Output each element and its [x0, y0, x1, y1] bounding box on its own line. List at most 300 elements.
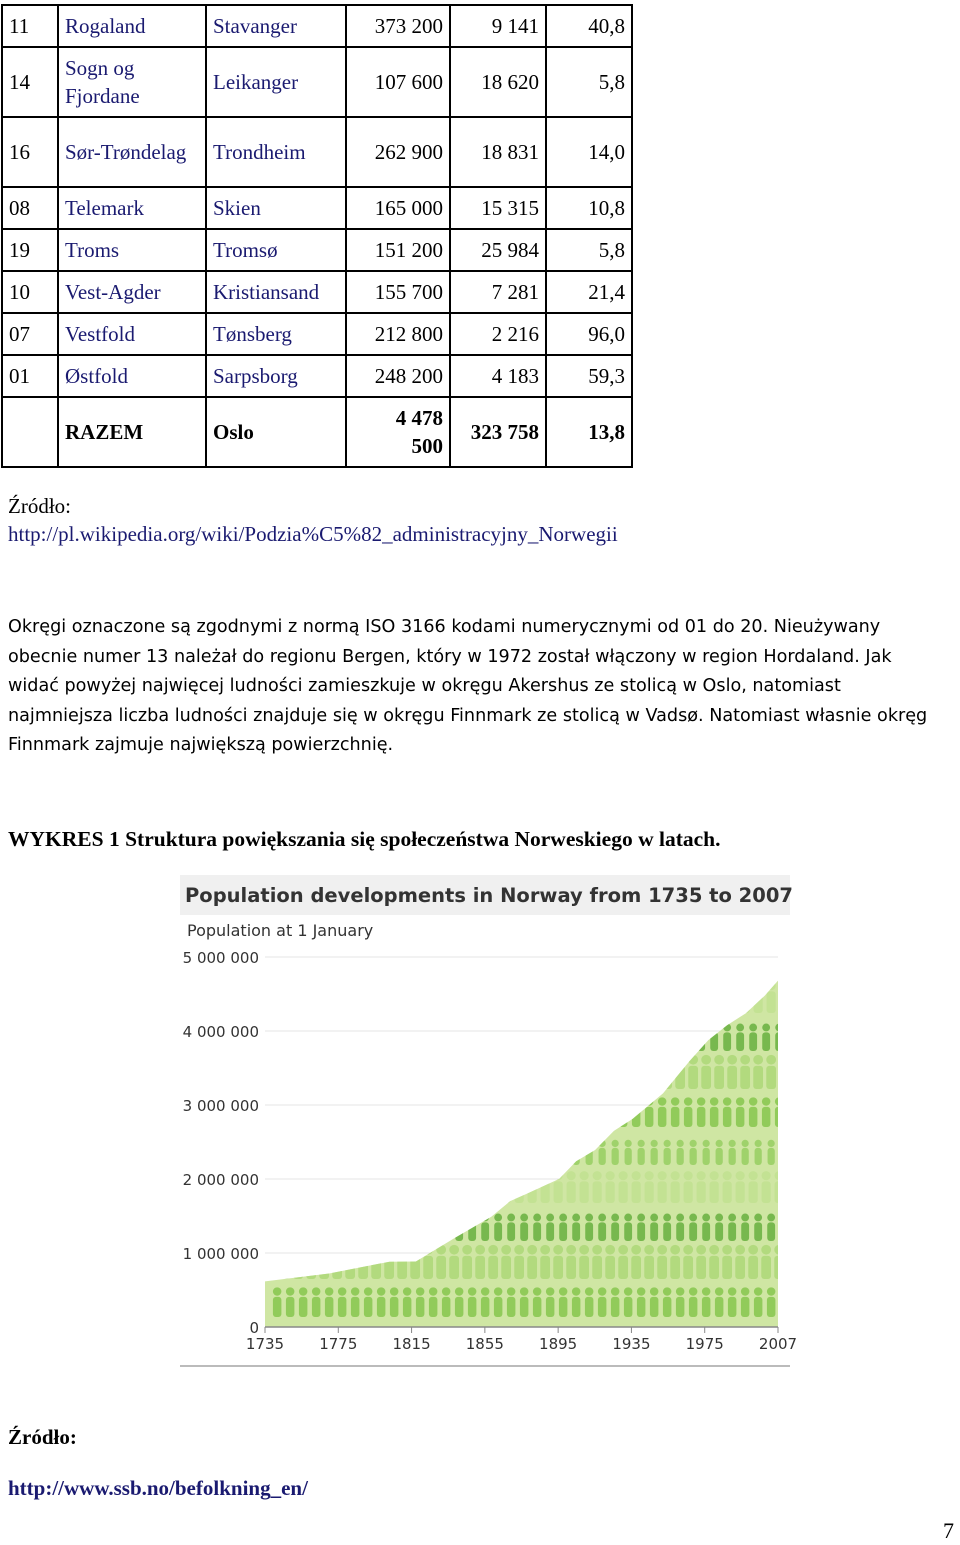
person-head	[585, 1214, 593, 1222]
person-body	[690, 1148, 697, 1165]
person-body	[624, 991, 633, 1013]
county-code-cell: 08	[2, 187, 58, 229]
person-head	[411, 1024, 419, 1032]
person-body	[338, 1222, 346, 1241]
person-body	[645, 1032, 653, 1051]
person-body	[698, 958, 705, 975]
person-body	[358, 1256, 368, 1279]
person-head	[677, 1140, 684, 1147]
person-head	[286, 1287, 294, 1295]
person-head	[398, 1024, 406, 1032]
person-body	[338, 1297, 346, 1317]
person-head	[741, 981, 750, 990]
person-body	[623, 1066, 633, 1089]
person-head	[325, 1287, 333, 1295]
person-body	[507, 1297, 515, 1317]
person-body	[281, 1181, 290, 1203]
person-head	[481, 981, 490, 990]
person-head	[503, 950, 510, 957]
person-head	[287, 1140, 294, 1147]
person-body	[723, 1107, 731, 1127]
person-body	[326, 1148, 333, 1165]
person-head	[494, 1214, 502, 1222]
person-head	[636, 1055, 646, 1065]
person-head	[274, 1140, 281, 1147]
person-body	[766, 1066, 776, 1089]
person-head	[645, 1024, 653, 1032]
source-label-1: Źródło:	[8, 494, 71, 518]
person-head	[338, 981, 347, 990]
person-head	[728, 1214, 736, 1222]
person-head	[676, 1287, 684, 1295]
person-head	[714, 1055, 724, 1065]
area-cell: 18 831	[450, 117, 546, 187]
person-head	[619, 1171, 628, 1180]
person-head	[754, 981, 763, 990]
person-head	[438, 950, 445, 957]
chart-y-tick-label: 4 000 000	[182, 1023, 259, 1041]
person-body	[662, 1066, 672, 1089]
chart-x-tick-label: 1775	[319, 1335, 358, 1353]
person-body	[735, 1256, 745, 1279]
person-head	[273, 1214, 281, 1222]
person-head	[702, 981, 711, 990]
person-head	[762, 1097, 770, 1105]
person-body	[429, 1297, 437, 1317]
person-body	[337, 1066, 347, 1089]
person-body	[495, 1148, 502, 1165]
person-head	[737, 950, 744, 957]
person-body	[268, 1181, 277, 1203]
person-body	[411, 1032, 419, 1051]
person-body	[454, 1066, 464, 1089]
chart-title: Population developments in Norway from 1735 to 2007	[185, 884, 793, 907]
person-head	[584, 1055, 594, 1065]
county-code-cell: 19	[2, 229, 58, 271]
person-head	[476, 1024, 484, 1032]
person-head	[568, 950, 575, 957]
total-population-cell	[346, 397, 450, 467]
capital-cell: Skien	[206, 187, 346, 229]
person-body	[684, 1032, 692, 1051]
person-body	[755, 1148, 762, 1165]
person-body	[519, 1066, 529, 1089]
source-link-1[interactable]: http://pl.wikipedia.org/wiki/Podzia%C5%82_administracyjny_Norwegii	[8, 522, 618, 546]
person-body	[554, 1181, 563, 1203]
person-head	[650, 1214, 658, 1222]
person-body	[775, 1032, 783, 1051]
area-cell: 2 216	[450, 313, 546, 355]
person-head	[598, 1287, 606, 1295]
person-head	[586, 1140, 593, 1147]
table-row	[2, 5, 632, 47]
person-body	[364, 1222, 372, 1241]
person-head	[352, 1140, 359, 1147]
person-head	[671, 1171, 680, 1180]
person-body	[506, 1066, 516, 1089]
person-body	[300, 1148, 307, 1165]
person-body	[338, 991, 347, 1013]
area-cell: 15 315	[450, 187, 546, 229]
description-paragraph: Okręgi oznaczone są zgodnymi z normą ISO 3166 kodami numerycznymi od 01 do 20. Nieużywany obecnie numer 13 należał do regionu Bergen, który w 1972 został włączony w region Hordaland. Jak widać powyżej najwięcej ludności zamieszkuje w okręgu Akershus ze stolicą w Oslo, natomiast najmniejsza liczba ludności znajduje się w okręgu Finnmark ze stolicą w Vadsø. Natomiast własnie okręg Finnmark zajmuje największą powierzchnię.	[8, 617, 928, 756]
person-body	[741, 1297, 749, 1317]
person-body	[675, 1066, 685, 1089]
area-cell: 18 620	[450, 47, 546, 117]
person-body	[320, 1181, 329, 1203]
person-head	[702, 1287, 710, 1295]
person-body	[584, 1066, 594, 1089]
chart-area-group	[265, 950, 789, 1327]
person-head	[715, 1214, 723, 1222]
source-citation-1	[8, 492, 618, 548]
person-body	[554, 1032, 562, 1051]
person-body	[658, 1181, 667, 1203]
person-body	[287, 1148, 294, 1165]
person-body	[386, 958, 393, 975]
chart-x-ticks	[246, 1327, 797, 1353]
person-body	[346, 1181, 355, 1203]
county-code-cell: 01	[2, 355, 58, 397]
person-body	[489, 1032, 497, 1051]
person-head	[735, 1245, 745, 1255]
person-body	[702, 1222, 710, 1241]
person-head	[741, 1214, 749, 1222]
person-body	[540, 1256, 550, 1279]
person-head	[508, 1140, 515, 1147]
person-body	[333, 1032, 341, 1051]
person-head	[326, 1140, 333, 1147]
person-head	[429, 981, 438, 990]
chart-y-ticks	[183, 949, 259, 1337]
person-body	[637, 991, 646, 1013]
person-body	[424, 1181, 433, 1203]
person-head	[360, 950, 367, 957]
person-body	[585, 1222, 593, 1241]
source-label-2: Źródło:	[8, 1425, 77, 1449]
person-body	[425, 958, 432, 975]
person-head	[546, 981, 555, 990]
person-body	[372, 1181, 381, 1203]
person-head	[416, 981, 425, 990]
person-body	[398, 1181, 407, 1203]
person-head	[533, 1287, 541, 1295]
person-body	[580, 1107, 588, 1127]
person-body	[572, 1297, 580, 1317]
person-head	[611, 1287, 619, 1295]
person-head	[631, 1245, 641, 1255]
person-head	[749, 1171, 758, 1180]
person-body	[633, 958, 640, 975]
person-head	[428, 1055, 438, 1065]
density-cell: 96,0	[546, 313, 632, 355]
person-head	[481, 1214, 489, 1222]
person-head	[658, 1024, 666, 1032]
person-body	[412, 958, 419, 975]
person-body	[572, 991, 581, 1013]
person-body	[345, 1256, 355, 1279]
person-head	[516, 950, 523, 957]
person-head	[581, 950, 588, 957]
person-body	[723, 1032, 731, 1051]
person-head	[637, 1214, 645, 1222]
person-head	[545, 1055, 555, 1065]
person-head	[534, 1140, 541, 1147]
person-body	[618, 1256, 628, 1279]
person-body	[645, 1181, 654, 1203]
person-body	[677, 1148, 684, 1165]
person-head	[633, 950, 640, 957]
person-head	[365, 1140, 372, 1147]
person-body	[312, 1222, 320, 1241]
person-body	[607, 958, 614, 975]
person-body	[606, 1181, 615, 1203]
person-head	[709, 1245, 719, 1255]
person-body	[594, 958, 601, 975]
person-body	[697, 1032, 705, 1051]
person-body	[781, 1148, 788, 1165]
person-head	[455, 1287, 463, 1295]
person-head	[657, 1245, 667, 1255]
person-head	[514, 1245, 524, 1255]
person-body	[313, 1148, 320, 1165]
person-body	[767, 1222, 775, 1241]
person-body	[306, 1256, 316, 1279]
person-head	[610, 1055, 620, 1065]
person-body	[416, 991, 425, 1013]
person-body	[455, 1297, 463, 1317]
person-body	[736, 1032, 744, 1051]
person-head	[658, 1171, 667, 1180]
person-body	[325, 1297, 333, 1317]
person-body	[672, 958, 679, 975]
person-body	[351, 1297, 359, 1317]
person-head	[307, 1024, 315, 1032]
person-body	[359, 1107, 367, 1127]
person-body	[352, 1148, 359, 1165]
person-head	[559, 1214, 567, 1222]
person-head	[299, 1287, 307, 1295]
person-head	[676, 1214, 684, 1222]
person-body	[749, 1107, 757, 1127]
person-body	[438, 958, 445, 975]
person-body	[637, 1297, 645, 1317]
person-body	[490, 958, 497, 975]
person-body	[671, 1032, 679, 1051]
chart-y-tick-label: 0	[249, 1319, 259, 1337]
person-body	[351, 991, 360, 1013]
table-row	[2, 313, 632, 355]
person-body	[463, 1032, 471, 1051]
person-body	[299, 1222, 307, 1241]
person-body	[502, 1107, 510, 1127]
person-body	[736, 1107, 744, 1127]
person-head	[749, 1097, 757, 1105]
person-body	[268, 1107, 276, 1127]
person-body	[567, 1181, 576, 1203]
person-body	[455, 1222, 463, 1241]
population-cell: 165 000	[346, 187, 450, 229]
person-body	[533, 1297, 541, 1317]
person-head	[675, 1055, 685, 1065]
person-head	[670, 1245, 680, 1255]
area-cell: 7 281	[450, 271, 546, 313]
person-body	[502, 1181, 511, 1203]
person-body	[410, 1256, 420, 1279]
person-head	[425, 950, 432, 957]
person-body	[542, 958, 549, 975]
person-body	[593, 1181, 602, 1203]
person-body	[723, 1181, 732, 1203]
person-head	[775, 1097, 783, 1105]
person-body	[295, 958, 302, 975]
person-head	[286, 1214, 294, 1222]
page-number: 7	[943, 1518, 954, 1543]
person-body	[399, 958, 406, 975]
person-head	[378, 1140, 385, 1147]
person-head	[391, 1140, 398, 1147]
person-body	[514, 1256, 524, 1279]
person-head	[469, 1140, 476, 1147]
person-head	[547, 1140, 554, 1147]
table-row	[2, 117, 632, 187]
person-body	[728, 1222, 736, 1241]
person-head	[659, 950, 666, 957]
person-head	[683, 1245, 693, 1255]
person-head	[684, 1097, 692, 1105]
person-head	[533, 1214, 541, 1222]
person-body	[560, 1148, 567, 1165]
person-body	[332, 1256, 342, 1279]
person-body	[658, 1032, 666, 1051]
person-body	[729, 1148, 736, 1165]
person-body	[559, 991, 568, 1013]
person-head	[442, 1214, 450, 1222]
person-head	[767, 1214, 775, 1222]
person-body	[568, 958, 575, 975]
person-body	[404, 1148, 411, 1165]
person-body	[741, 1222, 749, 1241]
person-body	[321, 958, 328, 975]
table-row	[2, 271, 632, 313]
person-head	[300, 1140, 307, 1147]
person-body	[371, 1256, 381, 1279]
source-link-2[interactable]: http://www.ssb.no/befolkning_en/	[8, 1476, 308, 1500]
person-head	[729, 1140, 736, 1147]
person-head	[437, 1024, 445, 1032]
person-body	[528, 1181, 537, 1203]
chart-y-tick-label: 5 000 000	[182, 949, 259, 967]
county-name-cell: Vestfold	[58, 313, 206, 355]
person-head	[611, 981, 620, 990]
person-head	[338, 1287, 346, 1295]
person-body	[286, 1222, 294, 1241]
person-body	[403, 1222, 411, 1241]
person-body	[489, 1107, 497, 1127]
person-body	[520, 1222, 528, 1241]
person-head	[312, 1214, 320, 1222]
population-cell: 248 200	[346, 355, 450, 397]
person-body	[545, 1066, 555, 1089]
person-head	[671, 1097, 679, 1105]
person-body	[670, 1256, 680, 1279]
person-body	[541, 1107, 549, 1127]
person-body	[364, 991, 373, 1013]
person-head	[519, 1055, 529, 1065]
person-head	[430, 1140, 437, 1147]
person-head	[663, 1287, 671, 1295]
person-head	[376, 1055, 386, 1065]
population-cell: 155 700	[346, 271, 450, 313]
person-body	[753, 1066, 763, 1089]
person-head	[455, 1214, 463, 1222]
person-head	[611, 1214, 619, 1222]
county-code-cell: 16	[2, 117, 58, 187]
person-body	[437, 1107, 445, 1127]
person-head	[490, 950, 497, 957]
person-body	[710, 1032, 718, 1051]
person-body	[664, 1148, 671, 1165]
person-body	[489, 1181, 498, 1203]
person-body	[611, 991, 620, 1013]
person-head	[775, 1171, 784, 1180]
person-body	[385, 1181, 394, 1203]
person-body	[611, 1222, 619, 1241]
person-head	[554, 1024, 562, 1032]
person-body	[775, 1181, 784, 1203]
person-head	[389, 1055, 399, 1065]
person-head	[295, 950, 302, 957]
person-body	[688, 1066, 698, 1089]
person-head	[334, 950, 341, 957]
person-body	[768, 1148, 775, 1165]
person-body	[312, 1297, 320, 1317]
person-body	[320, 1107, 328, 1127]
person-body	[385, 1107, 393, 1127]
person-body	[567, 1107, 575, 1127]
person-head	[593, 1024, 601, 1032]
person-head	[697, 1171, 706, 1180]
person-head	[755, 1140, 762, 1147]
person-body	[450, 1107, 458, 1127]
person-body	[593, 1107, 601, 1127]
person-body	[632, 1032, 640, 1051]
population-cell: 262 900	[346, 117, 450, 187]
person-body	[377, 991, 386, 1013]
population-chart	[180, 875, 798, 1370]
chart-x-tick-label: 1975	[685, 1335, 724, 1353]
person-body	[377, 1222, 385, 1241]
chart-x-tick-label: 1815	[392, 1335, 431, 1353]
person-head	[727, 1055, 737, 1065]
person-head	[311, 1055, 321, 1065]
person-body	[620, 958, 627, 975]
person-head	[645, 1171, 654, 1180]
person-body	[428, 1066, 438, 1089]
person-body	[750, 958, 757, 975]
person-body	[754, 1297, 762, 1317]
person-body	[294, 1107, 302, 1127]
person-head	[715, 981, 724, 990]
total-capital-cell: Oslo	[206, 397, 346, 467]
person-body	[467, 1066, 477, 1089]
person-body	[411, 1181, 420, 1203]
person-head	[359, 1024, 367, 1032]
person-head	[761, 1245, 771, 1255]
person-head	[702, 1214, 710, 1222]
person-head	[724, 950, 731, 957]
person-head	[436, 1245, 446, 1255]
total-population-line2: 500	[411, 434, 443, 458]
